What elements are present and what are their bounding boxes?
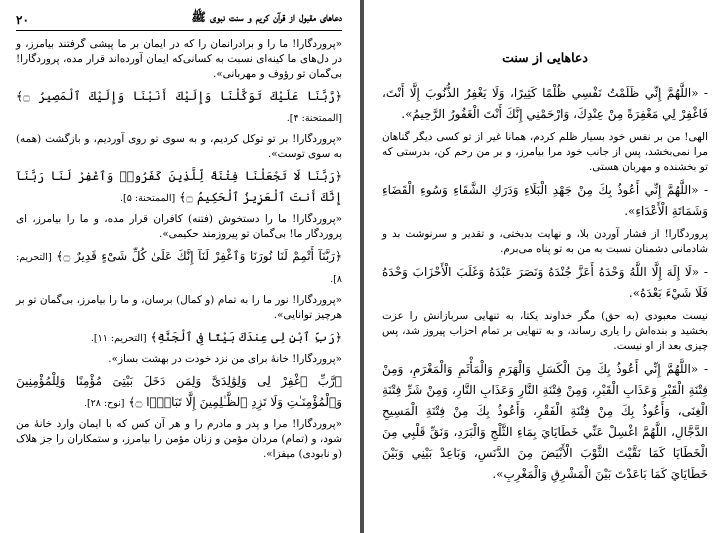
persian-translation <box>16 212 342 242</box>
verse-text: ﴿رَبِّ ٱبْنِ لِى عِندَكَ بَيْتًا فِى ٱلْجَنَّةِ﴾ <box>150 330 342 344</box>
translation-text: «پروردگارا! مرا و پدر و مادرم را و هر آن کس که با ایمان وارد خانهٔ من شود، و (تمام) مردان مؤمن و زنان مؤمن را بیامرز، و ستمکاران را جز هلاک (و نابودی) میفزا». <box>16 418 342 460</box>
verse-reference: [التحريم: ۱۱]. <box>90 333 147 344</box>
persian-translation <box>16 132 342 162</box>
verse-text: ﴿رَبَّنَآ أَتْمِمْ لَنَا نُورَنَا وَٱغْفِرْ لَنَآ إِنَّكَ عَلَىٰ كُلِّ شَىْءٍ قَدِيرٌ ۝﴾ <box>56 249 342 263</box>
persian-translation <box>16 352 342 367</box>
verse-text: ﴿رَبَّنَا لَا تَجْعَلْنَا فِتْنَةً لِّلَّذِينَ كَفَرُوا۟ وَٱغْفِرْ لَنَا رَبَّنَآ إِنَّكَ أَنتَ ٱلْعَزِيزُ ٱلْحَكِيمُ ۝﴾ <box>16 169 342 204</box>
arabic-verse <box>16 371 342 414</box>
verse-text: - «لَا إِلَهَ إِلَّا اللَّهُ وَحْدَهُ أَعَزَّ جُنْدَهُ وَنَصَرَ عَبْدَهُ وَغَلَبَ الْأَحْزَابَ وَحْدَهُ فَلَا شَيْءَ بَعْدَهُ». <box>382 265 708 300</box>
arabic-verse <box>16 166 342 209</box>
arabic-verse <box>382 262 708 304</box>
arabic-verse <box>16 327 342 349</box>
translation-text: «پروردگارا! خانهٔ برای من نزد خودت در بهشت بساز». <box>108 353 342 365</box>
persian-translation <box>16 293 342 323</box>
verse-reference: [الممتحنة: ۵]. <box>120 193 176 204</box>
persian-translation <box>382 227 708 257</box>
translation-text: «پروردگارا! بر تو توکل کردیم، و به سوی تو روی آوردیم، و بازگشت (همه) به سوی توست». <box>16 133 342 160</box>
left-page <box>0 0 360 533</box>
persian-translation <box>382 130 708 175</box>
verse-reference: [الممتحنة: ۴]. <box>286 113 342 124</box>
right-page <box>364 0 724 533</box>
verse-text: ﴿رَّبَّنَا عَلَيْكَ تَوَكَّلْنَا وَإِلَيْكَ أَنَبْنَا وَإِلَيْكَ ٱلْمَصِيرُ ۝﴾ <box>16 89 342 103</box>
translation-text: «پروردگارا! ما را دستخوش (فتنه) کافران قرار مده، و ما را بیامرز، ای پروردگار ما! بی‌گمان تو پیروزمند حکیمی». <box>16 213 342 240</box>
verse-text: ﴿رَّبِّ ٱغْفِرْ لِى وَلِوَٰلِدَىَّ وَلِمَن دَخَلَ بَيْتِىَ مُؤْمِنًا وَلِلْمُؤْمِنِينَ وَٱلْمُؤْمِنَـٰتِ وَلَا تَزِدِ ٱلظَّـٰلِمِينَ إِلَّا تَبَارًۢا ۝﴾ <box>16 374 342 409</box>
persian-translation <box>16 37 342 82</box>
translation-text: «پروردگارا! ما را و برادرانمان را که در ایمان بر ما پیشی گرفتند بیامرز، و در دل‌های ما کینه‌ای نسبت به کسانی‌که ایمان آورده‌اند قرار مده، پروردگارا! بی‌گمان تو رؤوف و مهربانی». <box>16 38 342 80</box>
verse-text: - «اللَّهُمَّ إِنِّي أَعُوذُ بِكَ مِنَ الْكَسَلِ وَالْهَرَمِ وَالْمَأْثَمِ وَالْمَغْرَمِ، وَمِنْ فِتْنَةِ الْقَبْرِ وَعَذَابِ الْقَبْرِ، وَمِنْ فِتْنَةِ النَّارِ وَعَذَابِ النَّارِ، وَمِنْ شَرِّ فِتْنَةِ الْغِنَى، وَأَعُوذُ بِكَ مِنْ فِتْنَةِ الْفَقْرِ، وَأَعُوذُ بِكَ مِنْ فِتْنَةِ الْمَسِيحِ الدَّجَّالِ، اللَّهُمَّ اغْسِلْ عَنِّي خَطَايَايَ بِمَاءِ الثَّلْجِ وَالْبَرَدِ، وَنَقِّ قَلْبِي مِنَ الْخَطَايَا كَمَا نَقَّيْتَ الثَّوْبَ الْأَبْيَضَ مِنَ الدَّنَسِ، وَبَاعِدْ بَيْنِي وَبَيْنَ خَطَايَايَ كَمَا بَاعَدْتَ بَيْنَ الْمَشْرِقِ وَالْمَغْرِبِ». <box>382 362 708 481</box>
persian-translation <box>16 417 342 462</box>
arabic-verse <box>382 180 708 222</box>
persian-translation <box>382 309 708 354</box>
verse-text: - «اللَّهُمَّ إِنِّي أَعُوذُ بِكَ مِنْ جَهْدِ الْبَلَاءِ وَدَرَكِ الشَّقَاءِ وَسُوءِ الْقَضَاءِ وَشَمَاتَةِ الْأَعْدَاءِ». <box>382 183 708 218</box>
page-header <box>16 10 342 31</box>
verse-text: - «اللَّهُمَّ إِنِّي ظَلَمْتُ نَفْسِي ظُلْمًا كَثِيرًا، وَلَا يَغْفِرُ الذُّنُوبَ إِلَّا أَنْتَ، فَاغْفِرْ لِي مَغْفِرَةً مِنْ عِنْدِكَ، وَارْحَمْنِي إِنَّكَ أَنْتَ الْغَفُورُ الرَّحِيمُ». <box>382 86 708 121</box>
translation-text: الهی! من بر نفس خود بسیار ظلم کردم، همانا غیر از تو کسی دیگر گناهان مرا نمی‌بخشد، پس از جانب خود مرا بیامرز، و بر من رحم کن، بدرستی که تو بخشنده و مهربان هستی. <box>382 131 708 173</box>
translation-text: نیست معبودی (به حق) مگر خداوند یکتا، به تنهایی سربازانش را عزت بخشید و بنده‌اش را یاری رساند، و به تنهایی بر تمام احزاب پیروز شد، پس چیزی بعد از او نیست. <box>382 310 708 352</box>
page-number: ۲۰ <box>16 13 29 27</box>
section-title: دعاهایی از سنت <box>502 50 588 65</box>
arabic-verse <box>382 83 708 125</box>
translation-text: «پروردگارا! نور ما را به تمام (و کمال) برسان، و ما را بیامرز، بی‌گمان تو بر هرچیز توانایی». <box>16 294 342 321</box>
left-page-body <box>16 37 342 462</box>
verse-reference: [التحريم: ۸]. <box>16 252 342 285</box>
verse-reference: [نوح: ۲۸]. <box>83 398 125 409</box>
running-head: دعاهای مقبول از قرآن کریم و سنت نبوی ﷺ <box>191 10 342 24</box>
arabic-verse <box>16 86 342 129</box>
translation-text: پروردگارا! از فشار آوردن بلا، و نهایت بدبختی، و تقدیر و سرنوشت بد و شادمانی دشمنان نسبت به من به تو پناه می‌برم. <box>382 228 708 255</box>
right-page-body <box>382 83 708 485</box>
arabic-verse <box>16 246 342 290</box>
arabic-verse <box>382 359 708 485</box>
